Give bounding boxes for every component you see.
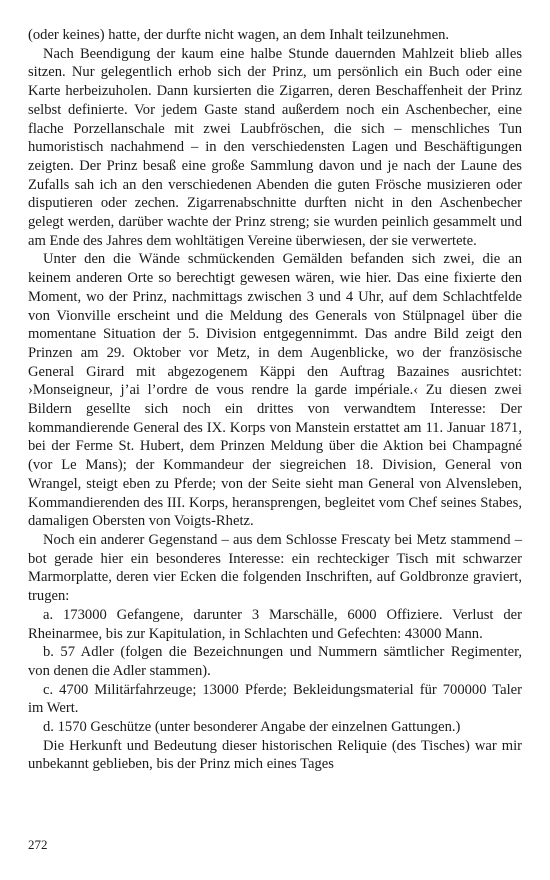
paragraph-relic-origin: Die Herkunft und Bedeutung dieser historischen Reliquie (des Tisches) war mir unbekannt geblieben, bis der Prinz mich eines Tages <box>28 737 522 773</box>
page-number: 272 <box>28 837 48 852</box>
paragraph-continuation: (oder keines) hatte, der durfte nicht wagen, an dem Inhalt teilzunehmen. <box>28 27 450 43</box>
inscription-item-a: a. 173000 Gefangene, darunter 3 Marschälle, 6000 Offiziere. Verlust der Rheinarmee, bis zur Kapitulation, in Schlachten und Gefechten: 43000 Mann. <box>28 606 522 642</box>
paragraph-frescaty-table: Noch ein anderer Gegenstand – aus dem Schlosse Frescaty bei Metz stammend – bot gerade hier ein besonderes Interesse: ein rechteckiger Tisch mit schwarzer Marmorplatte, deren vier Ecken die folgenden Inschriften, auf Goldbronze graviert, trugen: <box>28 531 522 605</box>
inscription-item-d: d. 1570 Geschütze (unter besonderer Angabe der einzelnen Gattungen.) <box>43 719 461 736</box>
paragraph-dinner-cigars: Nach Beendigung der kaum eine halbe Stunde dauernden Mahlzeit blieb alles sitzen. Nur gelegentlich erhob sich der Prinz, um persönlich ein Buch oder eine Karte herbeizuholen. Dann kursierten die Zigarren, deren Beschaffenheit der Prinz selbst definierte. Vor jedem Gaste stand außerdem noch ein Aschenbecher, eine flache Porzellanschale mit zwei Laubfröschen, die sich – menschliches Tun humoristisch nachahmend – in den verschiedensten Lagen und Beschäftigungen zeigten. Der Prinz besaß eine große Sammlung davon und je nach der Laune des Zufalls sah ich an den verschiedenen Abenden die guten Frösche musizieren oder disputieren oder zechen. Zigarrenabschnitte durften nicht in den Aschenbecher gelegt werden, darüber wachte der Prinz streng; sie wurden peinlich gesammelt und am Ende des Jahres dem wohltätigen Vereine überwiesen, der sie verwertete. <box>28 45 522 249</box>
paragraph-paintings: Unter den die Wände schmückenden Gemälden befanden sich zwei, die an keinem anderen Orte so berechtigt gewesen wären, wie hier. Das eine fixierte den Moment, wo der Prinz, nachmittags zwischen 3 und 4 Uhr, auf dem Schlachtfelde von Vionville erscheint und die Meldung des Generals von Stülpnagel über die momentane Situation der 5. Division entgegennimmt. Das andre Bild zeigt den Prinzen am 29. Oktober vor Metz, in dem Augenblicke, wo der französische General Girard mit abgezogenem Käppi den Auftrag Bazaines ausrichtet: ›Monseigneur, j’ai l’ordre de vous rendre la garde impériale.‹ Zu diesen zwei Bildern gesellte sich noch ein drittes von verwandtem Interesse: Der kommandierende General des IX. Korps von Manstein erstattet am 11. Januar 1871, bei der Ferme St. Hubert, dem Prinzen Meldung über die Aktion bei Champagné (vor Le Mans); der Kommandeur der siegreichen 18. Division, General von Wrangel, steigt eben zu Pferde; von der Seite sieht man General von Alvensleben, Kommandierenden des III. Korps, heransprengen, begleitet vom Chef seines Stabes, damaligen Obersten von Voigts-Rhetz. <box>28 251 522 530</box>
inscription-item-c: c. 4700 Militärfahrzeuge; 13000 Pferde; Bekleidungsmaterial für 700000 Taler im Wert. <box>28 681 522 717</box>
inscription-item-b: b. 57 Adler (folgen die Bezeichnungen und Nummern sämtlicher Regimenter, von denen die Adler stammen). <box>28 644 522 679</box>
page-body <box>28 26 522 774</box>
